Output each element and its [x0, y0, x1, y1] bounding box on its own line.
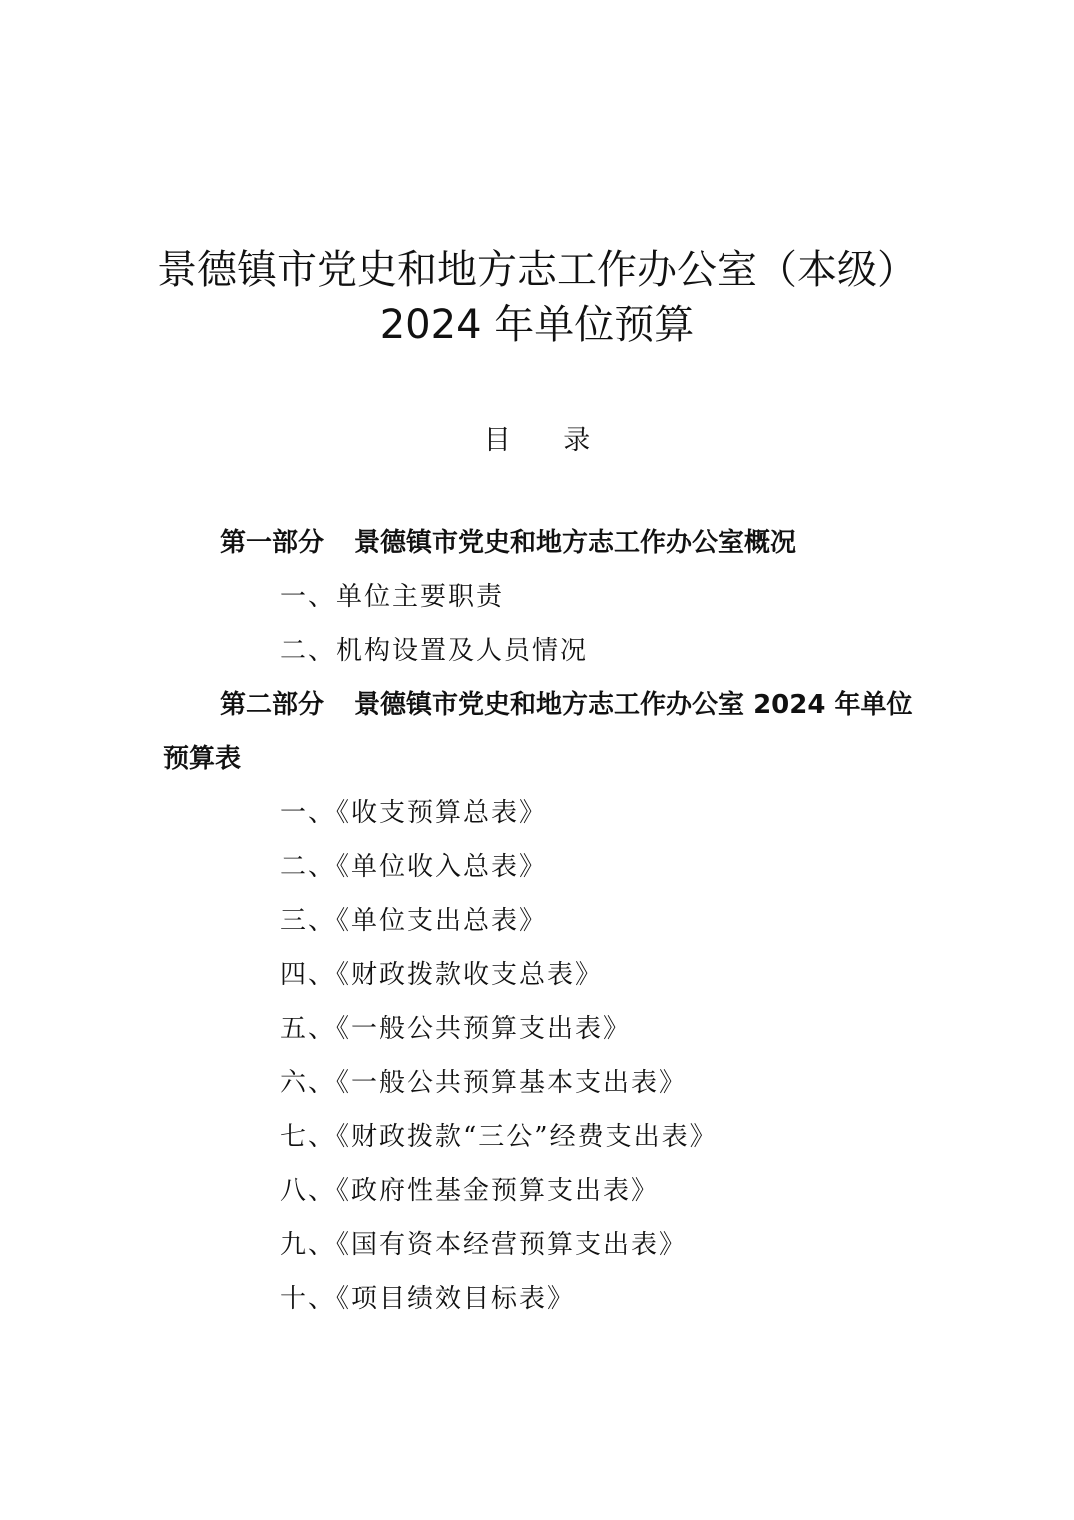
toc-item: 三、《单位支出总表》 — [280, 906, 548, 936]
toc-item: 八、《政府性基金预算支出表》 — [280, 1176, 660, 1206]
part-1-title: 景德镇市党史和地方志工作办公室概况 — [354, 528, 797, 558]
toc-heading-char: 录 — [563, 425, 591, 456]
part-2-heading — [163, 678, 918, 786]
toc-item: 一、单位主要职责 — [280, 582, 505, 612]
toc-item: 六、《一般公共预算基本支出表》 — [280, 1068, 688, 1098]
toc-item: 二、《单位收入总表》 — [280, 852, 548, 882]
toc-heading — [0, 418, 1074, 457]
part-2-title: 景德镇市党史和地方志工作办公室 2024 年单位预算表 — [163, 690, 913, 774]
toc-item: 一、《收支预算总表》 — [280, 798, 548, 828]
toc-item: 四、《财政拨款收支总表》 — [280, 960, 604, 990]
toc-item: 五、《一般公共预算支出表》 — [280, 1014, 632, 1044]
toc-item: 七、《财政拨款“三公”经费支出表》 — [280, 1122, 718, 1152]
toc-item: 十、《项目绩效目标表》 — [280, 1284, 576, 1314]
toc-item: 九、《国有资本经营预算支出表》 — [280, 1230, 688, 1260]
part-2-label: 第二部分 — [220, 690, 325, 720]
part-1-heading — [220, 516, 796, 570]
document-title-line-2: 2024 年单位预算 — [379, 302, 695, 348]
document-title-line-1: 景德镇市党史和地方志工作办公室（本级） — [157, 247, 917, 293]
toc-heading-char: 目 — [483, 425, 511, 456]
part-1-label: 第一部分 — [220, 528, 325, 558]
toc-item: 二、机构设置及人员情况 — [280, 636, 589, 666]
